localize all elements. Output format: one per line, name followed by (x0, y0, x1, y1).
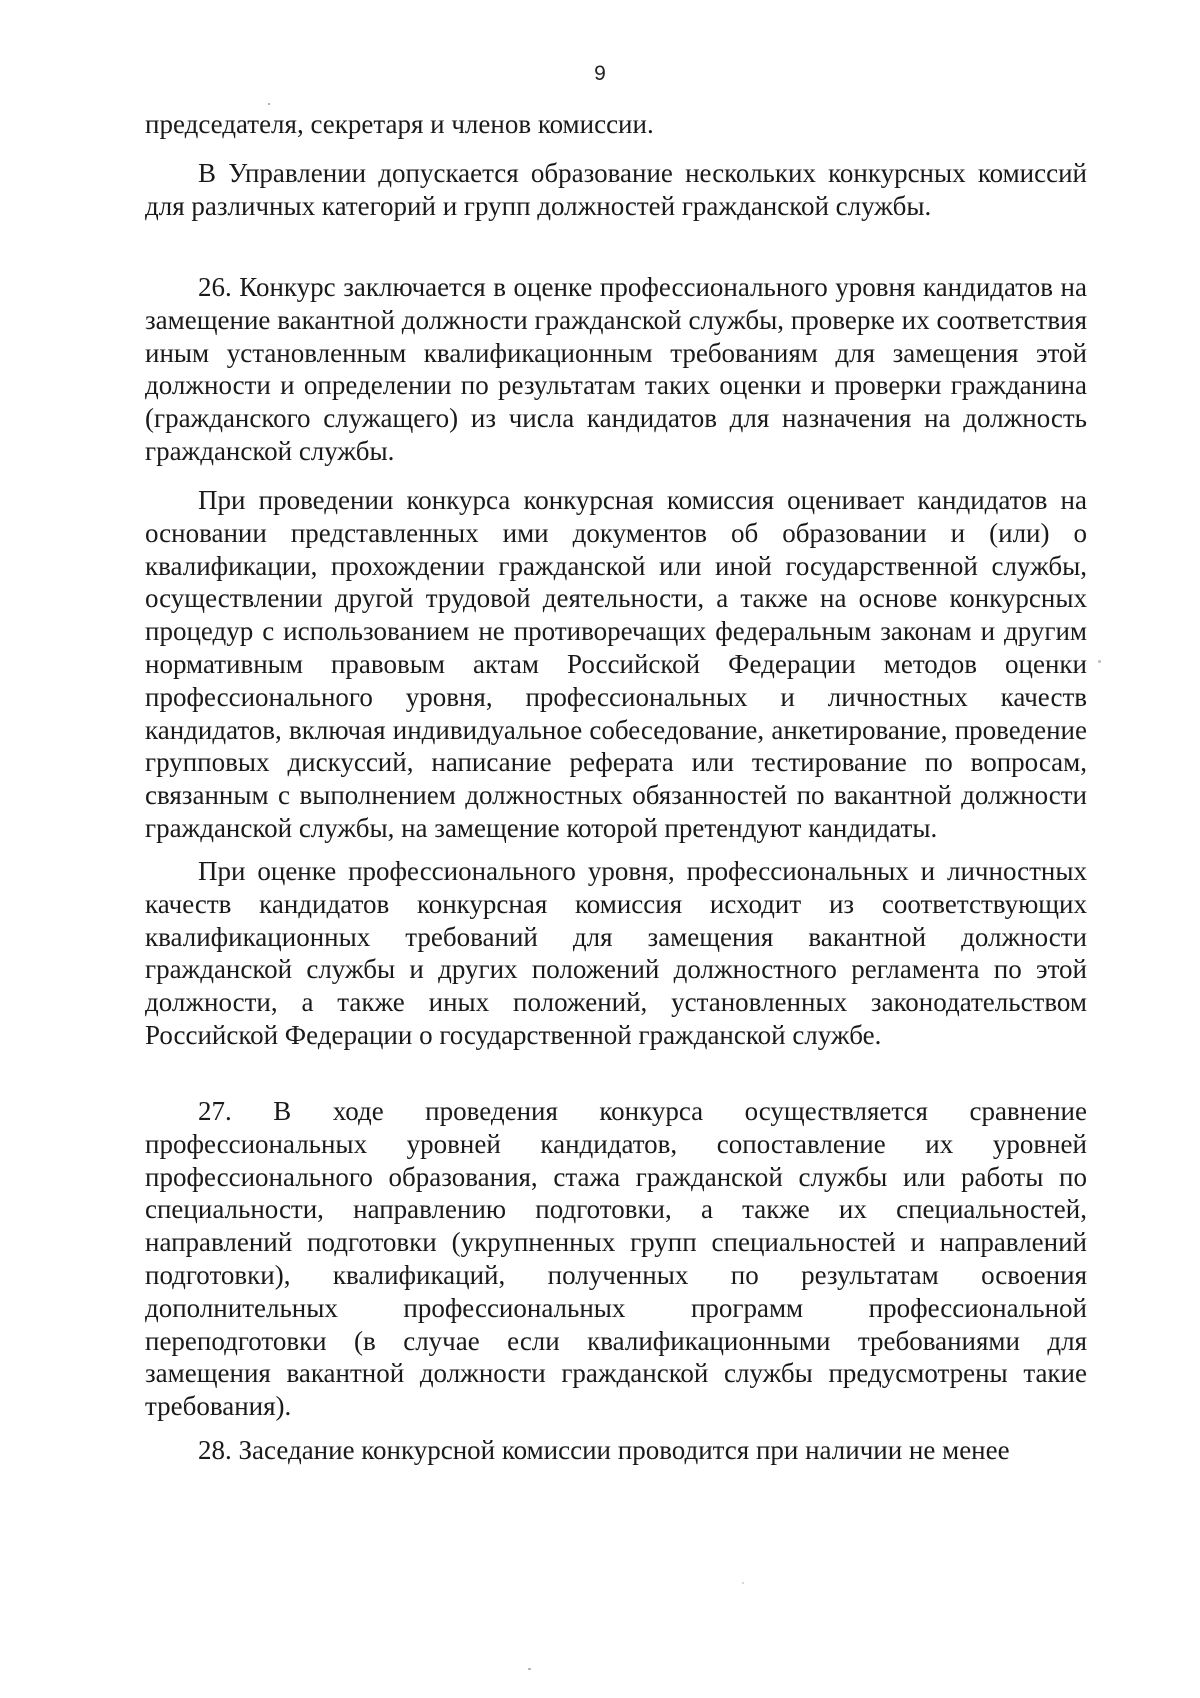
paragraph-28: 28. Заседание конкурсной комиссии проводится при наличии не менее (198, 1435, 1010, 1465)
paragraph-evaluation-methods: При проведении конкурса конкурсная комиссия оценивает кандидатов на основании представленных ими документов об образовании и (или) о квалификации, прохождении гражданской или иной государственной службы, осуществлении другой трудовой деятельности, а также на основе конкурсных процедур с использованием не противоречащих федеральным законам и другим нормативным правовым актам Российской Федерации методов оценки профессионального уровня, профессиональных и личностных качеств кандидатов, включая индивидуальное собеседование, анкетирование, проведение групповых дискуссий, написание реферата или тестирование по вопросам, связанным с выполнением должностных обязанностей по вакантной должности гражданской службы, на замещение которой претендуют кандидаты. (145, 485, 1087, 843)
scan-speck (268, 103, 270, 105)
paragraph-continuation: председателя, секретаря и членов комиссии. (145, 109, 654, 139)
paragraph-evaluation-basis: При оценке профессионального уровня, профессиональных и личностных качеств кандидатов конкурсная комиссия исходит из соответствующих квалификационных требований для замещения вакантной должности гражданской службы и других положений должностного регламента по этой должности, а также иных положений, установленных законодательством Российской Федерации о государственной гражданской службе. (145, 856, 1087, 1050)
scan-speck (742, 1582, 744, 1584)
paragraph-27: 27. В ходе проведения конкурса осуществляется сравнение профессиональных уровней кандидатов, сопоставление их уровней профессионального образования, стажа гражданской службы или работы по специальности, направлению подготовки, а также их специальностей, направлений подготовки (укрупненных групп специальностей и направлений подготовки), квалификаций, полученных по результатам освоения дополнительных профессиональных программ профессиональной переподготовки (в случае если квалификационными требованиями для замещения вакантной должности гражданской службы предусмотрены такие требования). (145, 1096, 1087, 1422)
scan-speck (528, 1668, 531, 1670)
paragraph-26: 26. Конкурс заключается в оценке профессионального уровня кандидатов на замещение вакантной должности гражданской службы, проверке их соответствия иным установленным квалификационным требованиям для замещения этой должности и определении по результатам таких оценки и проверки гражданина (гражданского служащего) из числа кандидатов для назначения на должность гражданской службы. (145, 272, 1087, 466)
page-number: 9 (594, 62, 606, 85)
scan-speck (1098, 660, 1101, 663)
paragraph-commissions: В Управлении допускается образование нескольких конкурсных комиссий для различных категорий и групп должностей гражданской службы. (145, 158, 1087, 221)
